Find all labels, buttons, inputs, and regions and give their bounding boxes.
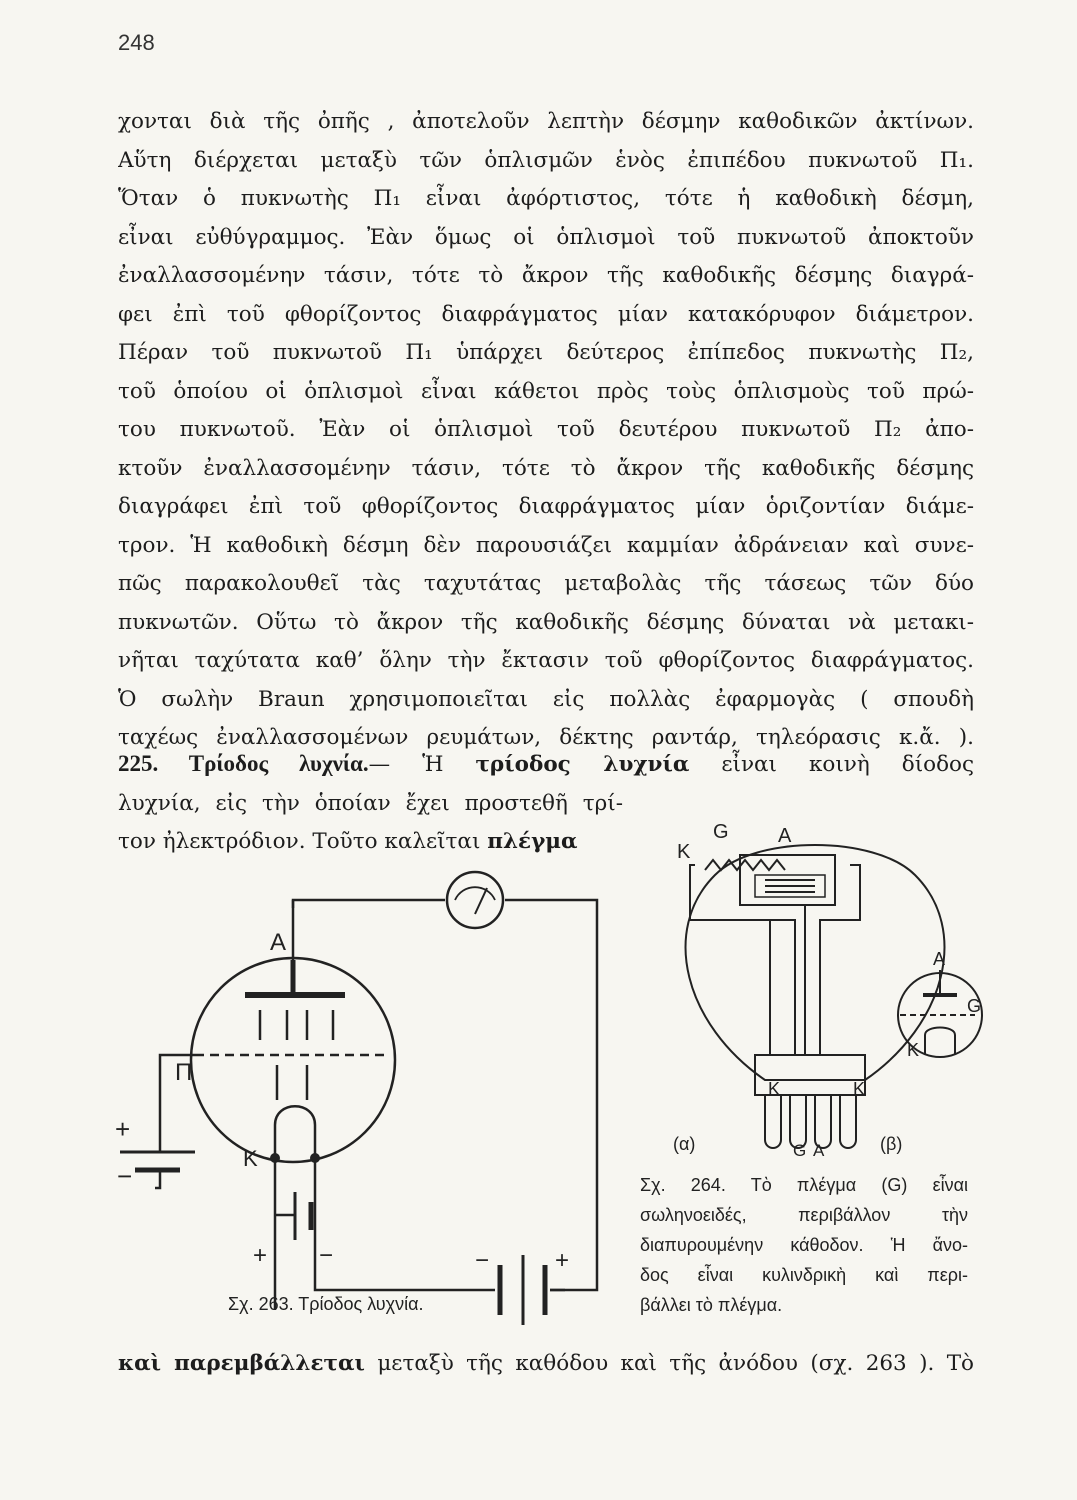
label-anode: A <box>270 929 287 956</box>
label-minus: − <box>117 1161 133 1191</box>
label-minus: − <box>319 1242 334 1269</box>
caption-line: Σχ. 264. Τὸ πλέγμα (G) εἶναι <box>640 1175 968 1195</box>
section-title: 225. Τρίοδος λυχνία. <box>118 751 369 776</box>
figure-264-caption <box>640 1170 968 1320</box>
page-number: 248 <box>118 30 155 55</box>
text-line: πῶς παρακολουθεῖ τὰς ταχυτάτας μεταβολὰς τῆς τάσεως τῶν δύο <box>118 571 974 596</box>
label-part-a: (α) <box>673 1134 696 1154</box>
figure-264-diagram <box>645 820 985 1160</box>
text-line: φει ἐπὶ τοῦ φθορίζοντος διαφράγματος μίαν κατακόρυφον διάμετρον. <box>118 301 974 327</box>
section-line1-rest: εἶναι κοινὴ δίοδος <box>689 752 974 777</box>
label-symbol-k: K <box>907 1040 920 1060</box>
grid-coil <box>705 860 785 870</box>
figure-263-caption: Σχ. 263. Τρίοδος λυχνία. <box>228 1294 424 1314</box>
label-grid-g: G <box>713 821 729 843</box>
section-term: τρίοδος λυχνία <box>475 752 690 777</box>
text-line: Αὕτη διέρχεται μεταξὺ τῶν ὁπλισμῶν ἑνὸς ἐπιπέδου πυκνωτοῦ Π₁. <box>118 147 974 173</box>
text-line: εἶναι εὐθύγραμμος. Ἐὰν ὅμως οἱ ὁπλισμοὶ τοῦ πυκνωτοῦ ἀποκτοῦν <box>118 224 974 250</box>
text-line: τοῦ ὁποίου οἱ ὁπλισμοὶ εἶναι κάθετοι πρὸς τοὺς ὁπλισμοὺς τοῦ πρώ- <box>118 378 974 404</box>
text-line: ταχέως ἐναλλασσομένων ρευμάτων, δέκτης ραντάρ, τηλεόρασις κ.ἄ. ). <box>118 725 974 750</box>
text-line: λυχνία, εἰς τὴν ὁποίαν ἔχει προστεθῆ τρί- <box>118 790 623 816</box>
label-symbol-g: G <box>967 996 982 1016</box>
text-line: Ὅταν ὁ πυκνωτὴς Π₁ εἶναι ἀφόρτιστος, τότε ἡ καθοδικὴ δέσμη, <box>118 186 974 211</box>
label-cathode: K <box>243 1146 258 1171</box>
label-symbol-a: A <box>933 949 946 969</box>
text-line: του πυκνωτοῦ. Ἐὰν οἱ ὁπλισμοὶ τοῦ δευτέρου πυκνωτοῦ Π₂ ἀπο- <box>118 417 974 442</box>
circuit-wire <box>505 900 597 1290</box>
text-line: χονται διὰ τῆς ὀπῆς , ἀποτελοῦν λεπτὴν δέσμην καθοδικῶν ἀκτίνων. <box>118 109 974 134</box>
text-line: Ὁ σωλὴν Braun χρησιμοποιεῖται εἰς πολλὰς ἐφαρμογὰς ( σπουδὴ <box>118 686 974 712</box>
circuit-wire <box>293 900 445 908</box>
label-part-b: (β) <box>880 1134 903 1154</box>
label-plus: + <box>555 1247 570 1274</box>
label-cathode-k: K <box>677 841 691 863</box>
text-line <box>118 823 623 862</box>
text-line: πυκνωτῶν. Οὕτω τὸ ἄκρον τῆς καθοδικῆς δέσμης δύναται νὰ μετακι- <box>118 609 974 635</box>
caption-line: σωληνοειδές, περιβάλλον τὴν <box>640 1205 968 1225</box>
text-line: τρον. Ἡ καθοδικὴ δέσμη δὲν παρουσιάζει καμμίαν ἀδράνειαν καὶ συνε- <box>118 532 974 558</box>
section-term-grid: πλέγμα <box>487 829 578 854</box>
label-grid: Π <box>175 1059 193 1086</box>
label-pin-k: K <box>768 1079 781 1099</box>
bold-phrase: καὶ παρεμβάλλεται <box>118 1351 365 1376</box>
section-line3-start: τον ἠλεκτρόδιον. Τοῦτο καλεῖται <box>118 829 488 854</box>
section-heading-line <box>118 745 974 785</box>
label-plus: + <box>253 1242 268 1269</box>
continuation-text <box>118 1345 974 1384</box>
label-anode-a: A <box>778 825 792 847</box>
paragraph <box>118 103 974 758</box>
text-line: Πέραν τοῦ πυκνωτοῦ Π₁ ὑπάρχει δεύτερος ἐπίπεδος πυκνωτὴς Π₂, <box>118 340 974 365</box>
text-line: νῆται ταχύτατα καθ’ ὅλην τὴν ἔκτασιν τοῦ φθορίζοντος διαφράγματος. <box>118 648 974 673</box>
figure-263-diagram <box>105 870 610 1330</box>
label-minus: − <box>475 1247 490 1274</box>
caption-line: διαπυρουμένην κάθοδον. Ἡ ἄνο- <box>640 1235 968 1255</box>
label-pin-g: G <box>793 1141 807 1160</box>
section-dash: — Ἡ <box>368 752 476 777</box>
text-line: ἐναλλασσομένην τάσιν, τότε τὸ ἄκρον τῆς καθοδικῆς δέσμης διαγρά- <box>118 263 974 288</box>
caption-line: βάλλει τὸ πλέγμα. <box>640 1295 783 1315</box>
text-line <box>118 1345 974 1384</box>
line-rest: μεταξὺ τῆς καθόδου καὶ τῆς ἀνόδου (σχ. 263 ). Τὸ <box>364 1351 974 1376</box>
cathode-filament <box>275 1106 315 1158</box>
label-plus: + <box>115 1114 131 1144</box>
text-line: κτοῦν ἐναλλασσομένην τάσιν, τότε τὸ ἄκρον τῆς καθοδικῆς δέσμης <box>118 455 974 481</box>
label-pin-a: A <box>813 1141 825 1160</box>
caption-line: δος εἶναι κυλινδρικὴ καὶ περι- <box>640 1265 968 1285</box>
label-pin-k: K <box>853 1079 866 1099</box>
text-line: διαγράφει ἐπὶ τοῦ φθορίζοντος διαφράγματος μίαν ὁριζοντίαν διάμε- <box>118 494 974 519</box>
